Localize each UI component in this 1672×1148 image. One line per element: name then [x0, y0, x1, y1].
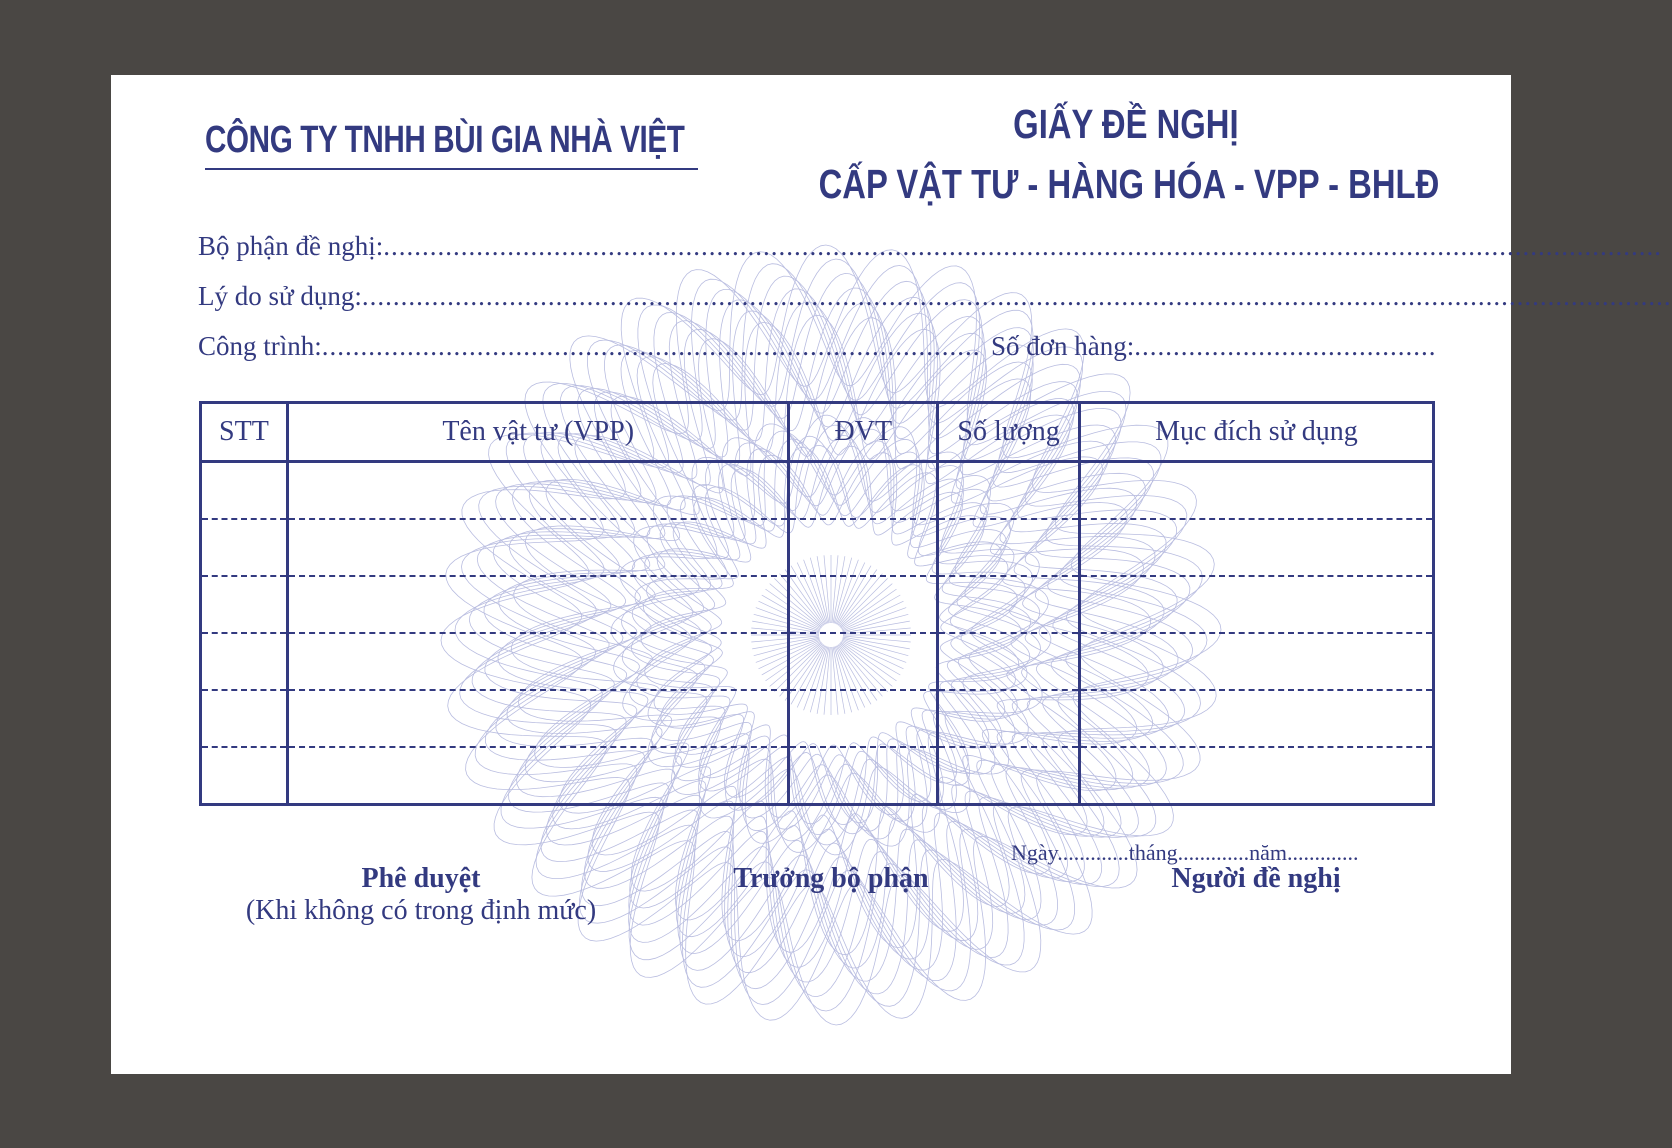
project-label: Công trình: — [198, 331, 322, 361]
cell-purpose[interactable] — [1079, 633, 1433, 690]
cell-unit[interactable] — [789, 462, 938, 520]
reason-field[interactable] — [198, 281, 1672, 312]
date-day-label: Ngày — [1011, 840, 1058, 865]
cell-stt[interactable] — [201, 519, 288, 576]
items-table — [199, 401, 1435, 806]
cell-item-name[interactable] — [287, 576, 789, 633]
company-underline — [205, 168, 698, 170]
header-quantity: Số lượng — [938, 403, 1080, 462]
table-row — [201, 690, 1434, 747]
cell-item-name[interactable] — [287, 462, 789, 520]
order-no-label: Số đơn hàng: — [991, 331, 1135, 361]
cell-purpose[interactable] — [1079, 576, 1433, 633]
cell-purpose[interactable] — [1079, 462, 1433, 520]
reason-label: Lý do sử dụng: — [198, 281, 362, 311]
cell-unit[interactable] — [789, 690, 938, 747]
cell-stt[interactable] — [201, 462, 288, 520]
cell-purpose[interactable] — [1079, 747, 1433, 805]
department-field[interactable] — [198, 231, 1662, 262]
cell-unit[interactable] — [789, 519, 938, 576]
approval-signature-block — [221, 863, 621, 927]
cell-purpose[interactable] — [1079, 519, 1433, 576]
cell-quantity[interactable] — [938, 519, 1080, 576]
form-title-line1 — [741, 101, 1511, 148]
cell-stt[interactable] — [201, 690, 288, 747]
header-item-name: Tên vật tư (VPP) — [287, 403, 789, 462]
form-title-line2 — [741, 161, 1511, 208]
table-header-row — [201, 403, 1434, 462]
cell-unit[interactable] — [789, 633, 938, 690]
requester-signature-block — [1126, 863, 1386, 895]
date-month-dots: ............. — [1177, 840, 1250, 865]
date-year-dots: ............. — [1287, 840, 1359, 865]
cell-stt[interactable] — [201, 576, 288, 633]
project-dots: ..................................................................................... — [321, 331, 981, 361]
cell-item-name[interactable] — [287, 519, 789, 576]
cell-quantity[interactable] — [938, 633, 1080, 690]
cell-quantity[interactable] — [938, 747, 1080, 805]
form-title-line2-text: CẤP VẬT TƯ - HÀNG HÓA - VPP - BHLĐ — [818, 161, 1440, 207]
cell-purpose[interactable] — [1079, 690, 1433, 747]
department-dots: ..................................................................................................................................................................... — [383, 231, 1662, 261]
cell-quantity[interactable] — [938, 576, 1080, 633]
table-row — [201, 462, 1434, 520]
order-no-field[interactable] — [991, 331, 1437, 362]
cell-unit[interactable] — [789, 576, 938, 633]
head-of-department-label: Trưởng bộ phận — [733, 863, 929, 894]
header-stt: STT — [201, 403, 288, 462]
head-signature-block — [701, 863, 961, 895]
department-label: Bộ phận đề nghị: — [198, 231, 384, 261]
form-title-line1-text: GIẤY ĐỀ NGHỊ — [1013, 101, 1239, 147]
cell-stt[interactable] — [201, 633, 288, 690]
table-row — [201, 747, 1434, 805]
header-unit: ĐVT — [789, 403, 938, 462]
header-purpose: Mục đích sử dụng — [1079, 403, 1433, 462]
table-row — [201, 519, 1434, 576]
project-field[interactable] — [198, 331, 981, 362]
table-row — [201, 576, 1434, 633]
cell-quantity[interactable] — [938, 690, 1080, 747]
date-year-label: năm — [1249, 840, 1288, 865]
approval-label: Phê duyệt — [361, 863, 481, 894]
company-name: CÔNG TY TNHH BÙI GIA NHÀ VIỆT — [205, 119, 685, 161]
approval-note: (Khi không có trong định mức) — [245, 895, 597, 926]
cell-item-name[interactable] — [287, 633, 789, 690]
reason-dots: ......................................................................................................................................................................... — [361, 281, 1672, 311]
table-row — [201, 633, 1434, 690]
cell-item-name[interactable] — [287, 690, 789, 747]
cell-unit[interactable] — [789, 747, 938, 805]
cell-stt[interactable] — [201, 747, 288, 805]
requester-label: Người đề nghị — [1171, 863, 1341, 894]
order-no-dots: ....................................... — [1134, 331, 1437, 361]
form-sheet — [111, 75, 1672, 1074]
date-day-dots: ............. — [1057, 840, 1129, 865]
cell-item-name[interactable] — [287, 747, 789, 805]
date-month-label: tháng — [1128, 840, 1178, 865]
cell-quantity[interactable] — [938, 462, 1080, 520]
